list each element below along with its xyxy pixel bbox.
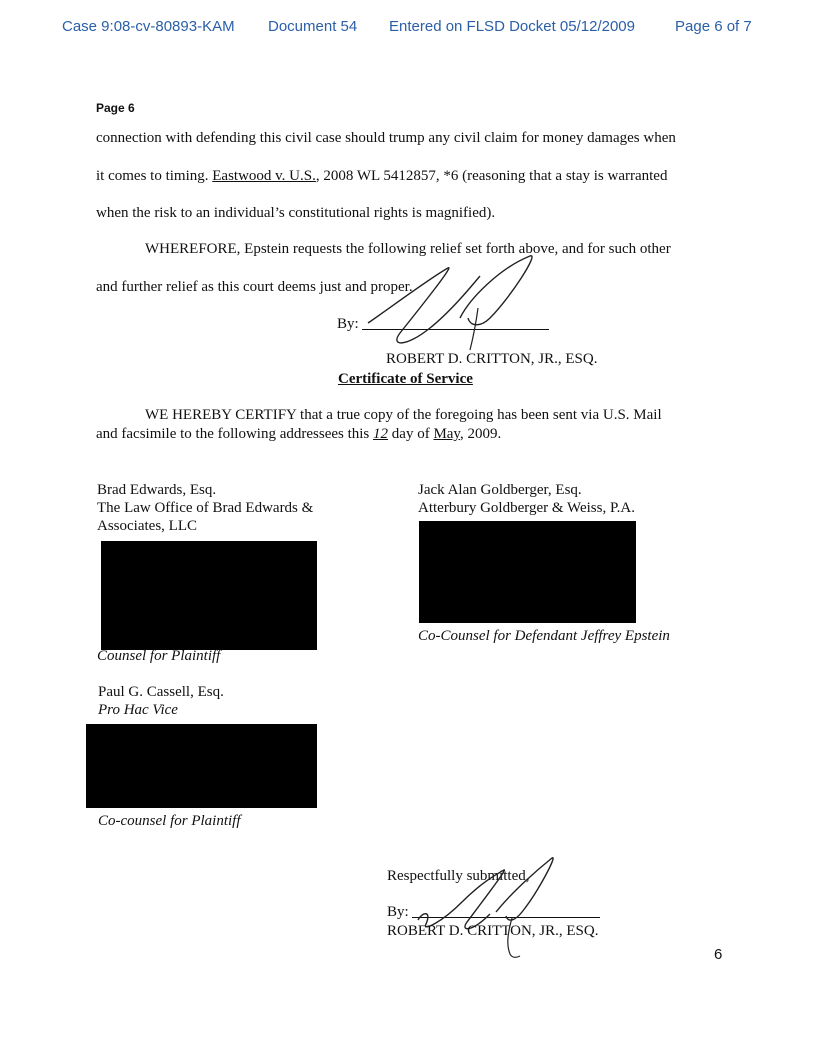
signature-1-handwritten bbox=[360, 248, 550, 353]
addressee-third-name: Paul G. Cassell, Esq. bbox=[98, 684, 224, 700]
certificate-line-2-pre: and facsimile to the following addressees this bbox=[96, 426, 374, 442]
body-line-3: when the risk to an individual’s constitutional rights is magnified). bbox=[96, 205, 496, 221]
header-case-number: Case 9:08-cv-80893-KAM bbox=[62, 18, 235, 35]
body-line-2 bbox=[96, 168, 667, 185]
addressee-right-role: Co-Counsel for Defendant Jeffrey Epstein bbox=[418, 628, 670, 644]
header-page-count: Page 6 of 7 bbox=[675, 18, 752, 35]
redaction-box-third bbox=[86, 724, 317, 808]
body-line-1: connection with defending this civil case should trump any civil claim for money damages when bbox=[96, 130, 676, 146]
certificate-month: May bbox=[433, 426, 460, 442]
case-citation: Eastwood v. U.S. bbox=[212, 168, 316, 184]
certificate-line-2-mid: day of bbox=[388, 426, 434, 442]
addressee-third-role: Co-counsel for Plaintiff bbox=[98, 813, 241, 829]
signature-1-name: ROBERT D. CRITTON, JR., ESQ. bbox=[386, 351, 598, 367]
page-label: Page 6 bbox=[96, 101, 135, 115]
body-line-2-post: , 2008 WL 5412857, *6 (reasoning that a stay is warranted bbox=[315, 168, 668, 184]
header-entered-on: Entered on FLSD Docket 05/12/2009 bbox=[389, 18, 635, 35]
body-line-2-pre: it comes to timing. bbox=[96, 168, 213, 184]
certificate-line-1: WE HEREBY CERTIFY that a true copy of the foregoing has been sent via U.S. Mail bbox=[145, 407, 662, 423]
page-number: 6 bbox=[714, 946, 723, 963]
addressee-right-firm: Atterbury Goldberger & Weiss, P.A. bbox=[418, 500, 635, 516]
addressee-left-name: Brad Edwards, Esq. bbox=[97, 482, 217, 498]
addressee-left-role: Counsel for Plaintiff bbox=[97, 648, 221, 664]
certificate-line-2-post: , 2009. bbox=[459, 426, 502, 442]
addressee-third-note: Pro Hac Vice bbox=[98, 702, 178, 718]
addressee-left-firm-1: The Law Office of Brad Edwards & bbox=[97, 500, 314, 516]
certificate-title: Certificate of Service bbox=[338, 371, 473, 387]
body-line-4: WHEREFORE, Epstein requests the following relief set forth above, and for such other bbox=[145, 241, 671, 257]
redaction-box-left bbox=[101, 541, 317, 650]
signature-1-by-label: By: bbox=[337, 316, 359, 332]
closing-respectfully: Respectfully submitted, bbox=[387, 868, 530, 884]
addressee-right-name: Jack Alan Goldberger, Esq. bbox=[418, 482, 582, 498]
closing-signature-handwritten bbox=[412, 852, 572, 962]
header-document-number: Document 54 bbox=[268, 18, 358, 35]
certificate-day: 12 bbox=[373, 426, 389, 442]
addressee-left-firm-2: Associates, LLC bbox=[97, 518, 197, 534]
closing-name: ROBERT D. CRITTON, JR., ESQ. bbox=[387, 923, 599, 939]
body-line-5: and further relief as this court deems just and proper. bbox=[96, 279, 413, 295]
redaction-box-right bbox=[419, 521, 636, 623]
closing-by-label: By: bbox=[387, 904, 409, 920]
certificate-line-2 bbox=[96, 426, 501, 443]
